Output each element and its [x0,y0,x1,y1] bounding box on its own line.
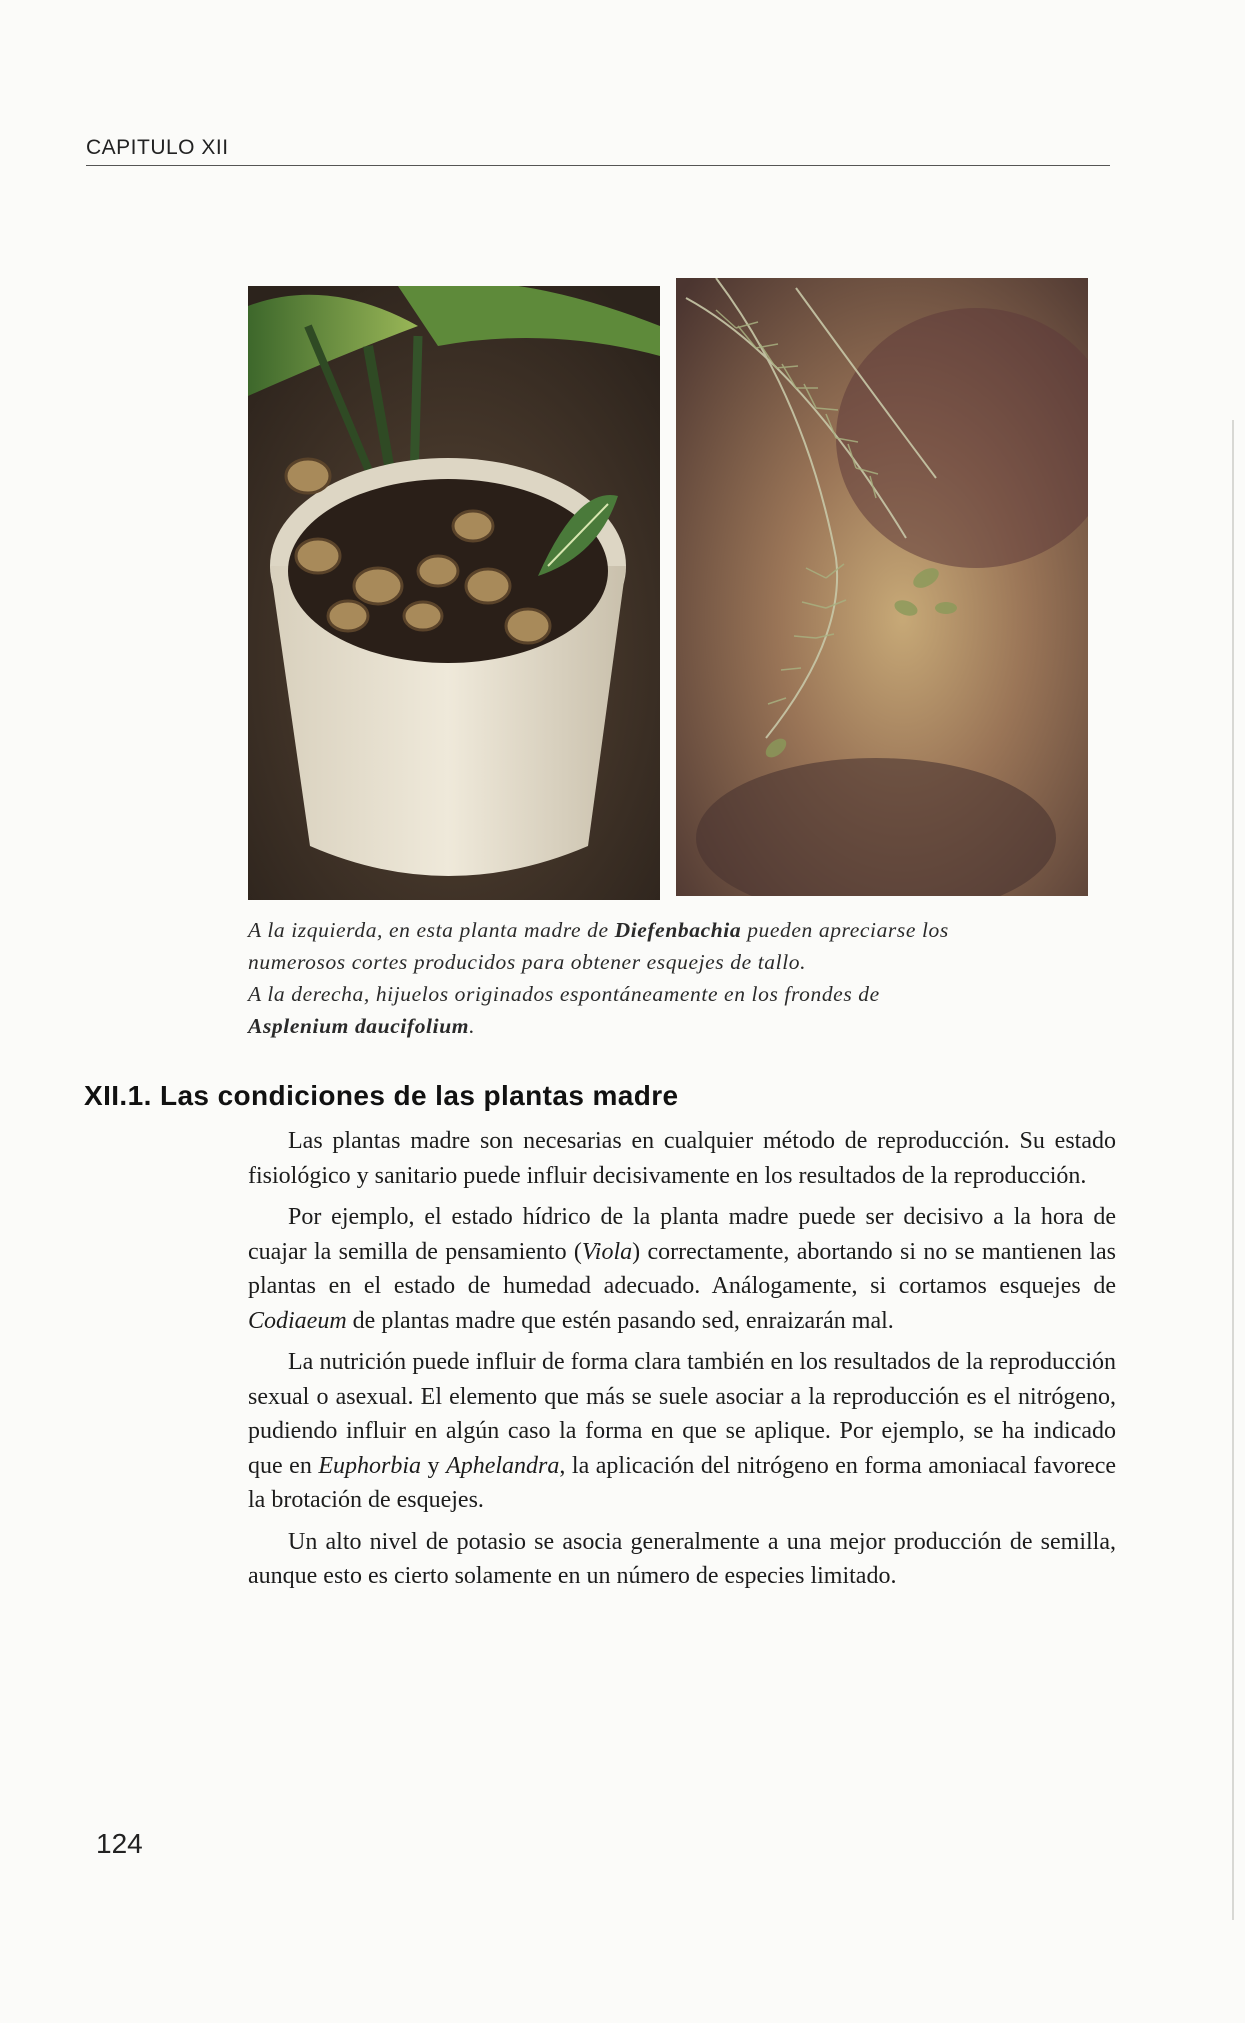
caption-line-3: A la derecha, hijuelos originados espontáneamente en los frondes de [248,982,880,1006]
caption-line-4: Asplenium daucifolium. [248,1014,476,1038]
genus-viola: Viola [581,1238,633,1265]
chapter-header: CAPITULO XII [86,136,229,159]
section-heading [84,1080,679,1112]
paragraph-2: Por ejemplo, el estado hídrico de la planta madre puede ser decisivo a la hora de cuajar la semilla de pensamiento (Viola) correctamente, abortando si no se mantienen las plantas en el estado de humedad adecuado. Análogamente, si cortamos esquejes de Codiaeum de plantas madre que estén pasando sed, enraizarán mal. [248,1204,1116,1334]
genus-codiaeum: Codiaeum [248,1307,347,1334]
section-title: Las condiciones de las plantas madre [159,1080,679,1111]
figure-caption [248,914,1108,1042]
section-number: XII.1. [84,1080,152,1111]
caption-line-2: numerosos cortes producidos para obtener esquejes de tallo. [248,950,807,974]
dieffenbachia-photo [248,286,660,900]
body-text [248,1124,1116,1601]
page-number: 124 [96,1828,143,1859]
caption-line-1: A la izquierda, en esta planta madre de Diefenbachia pueden apreciarse los [248,918,949,942]
genus-name: Diefenbachia [614,918,742,942]
scan-edge-line [1232,420,1234,1920]
paragraph-1: Las plantas madre son necesarias en cualquier método de reproducción. Su estado fisiológico y sanitario puede influir decisivamente en los resultados de la reproducción. [248,1128,1116,1189]
genus-aphelandra: Aphelandra [446,1452,560,1479]
asplenium-photo [676,278,1088,896]
header-rule [86,165,1110,166]
paragraph-3: La nutrición puede influir de forma clara también en los resultados de la reproducción sexual o asexual. El elemento que más se suele asociar a la reproducción es el nitrógeno, pudiendo influir en algún caso la forma en que se aplique. Por ejemplo, se ha indicado que en Euphorbia y Aphelandra, la aplicación del nitrógeno en forma amoniacal favorece la brotación de esquejes. [248,1349,1116,1513]
paragraph-4: Un alto nivel de potasio se asocia generalmente a una mejor producción de semilla, aunque esto es cierto solamente en un número de especies limitado. [248,1528,1116,1589]
genus-euphorbia: Euphorbia [318,1452,422,1479]
species-name: Asplenium daucifolium [248,1014,470,1038]
